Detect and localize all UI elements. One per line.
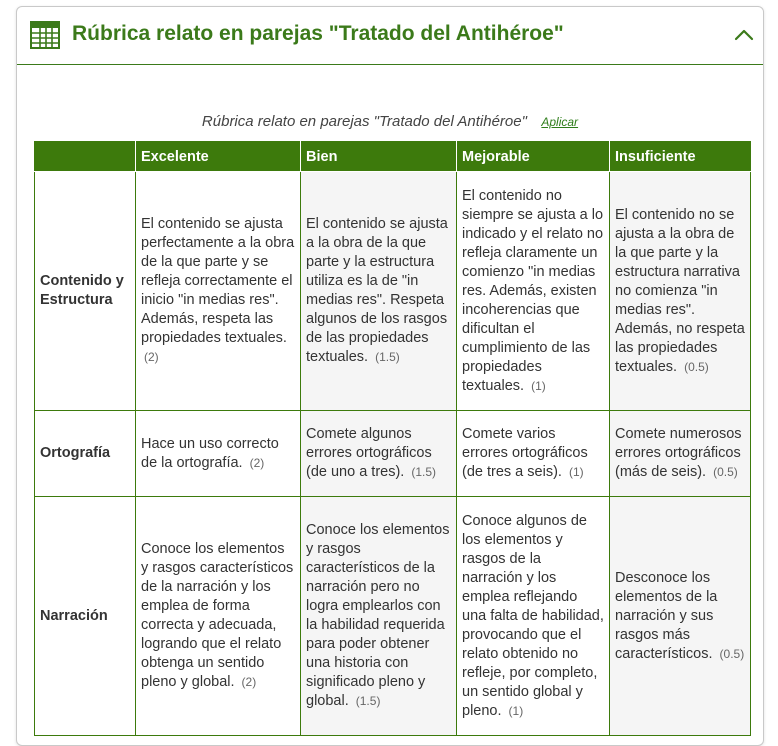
cell-text: Comete varios errores ortográficos (de tres a seis).: [462, 426, 588, 480]
cell-text: Conoce los elementos y rasgos característicos de la narración pero no logra emplearlos con la habilidad requerida para poder obtener una historia con significado pleno y global.: [306, 522, 450, 709]
rubric-cell[interactable]: [457, 497, 610, 736]
rubric-table: [34, 141, 751, 736]
rubric-cell[interactable]: [301, 411, 457, 497]
table-row: [35, 411, 751, 497]
cell-points: (2): [241, 675, 257, 689]
cell-text: Conoce los elementos y rasgos característicos de la narración y los emplea de forma correcta y adecuada, logrando que el relato obtenga un sentido pleno y global.: [141, 541, 294, 690]
rubric-cell[interactable]: [457, 411, 610, 497]
table-row: [35, 497, 751, 736]
rubric-cell[interactable]: [457, 172, 610, 411]
column-header-criterion: [35, 142, 136, 172]
column-header-mejorable: Mejorable: [457, 142, 610, 172]
chevron-up-icon[interactable]: [733, 25, 755, 45]
cell-points: (2): [144, 350, 159, 364]
column-header-excelente: Excelente: [136, 142, 301, 172]
column-header-insuficiente: Insuficiente: [610, 142, 751, 172]
cell-points: (1): [568, 465, 584, 479]
cell-text: Comete algunos errores ortográficos (de uno a tres).: [306, 426, 432, 480]
caption-text: Rúbrica relato en parejas "Tratado del Antihéroe": [201, 113, 527, 130]
cell-points: (0.5): [719, 646, 745, 661]
rubric-panel: [16, 6, 764, 746]
header-row: [35, 142, 751, 172]
cell-points: (1): [531, 378, 546, 393]
cell-points: (1.5): [355, 694, 381, 708]
rubric-cell[interactable]: [136, 497, 301, 736]
cell-points: (1): [508, 703, 524, 718]
table-caption: [17, 113, 763, 131]
table-grid-icon: [30, 21, 60, 49]
cell-text: El contenido no siempre se ajusta a lo indicado y el relato no refleja claramente un comienzo "in medias res. Además, existen incoherencias que dificultan el cumplimiento de las propiedades textuales.: [462, 187, 604, 394]
cell-text: El contenido se ajusta a la obra de la que parte y la estructura utiliza es la de "in medias res". Respeta algunos de los rasgos de las propiedades textuales.: [306, 216, 448, 365]
rubric-cell[interactable]: [610, 497, 751, 736]
rubric-cell[interactable]: [610, 172, 751, 411]
cell-points: (0.5): [684, 359, 709, 374]
table-row: [35, 172, 751, 411]
panel-header[interactable]: [17, 7, 763, 65]
apply-link[interactable]: Aplicar: [541, 115, 579, 129]
rubric-cell[interactable]: [136, 172, 301, 411]
criterion-label: Ortografía: [35, 411, 136, 497]
criterion-label: Contenido y Estructura: [35, 172, 136, 411]
rubric-cell[interactable]: [301, 497, 457, 736]
cell-text: Comete numerosos errores ortográficos (más de seis).: [615, 426, 742, 480]
cell-text: Desconoce los elementos de la narración y sus rasgos más característicos.: [615, 569, 718, 662]
cell-points: (2): [249, 455, 265, 470]
cell-text: El contenido se ajusta perfectamente a la obra de la que parte y se refleja correctamente el inicio "in medias res". Además, respeta las propiedades textuales.: [141, 216, 295, 346]
cell-text: El contenido no se ajusta a la obra de la que parte y la estructura narrativa no comienza "in medias res". Además, no respeta las propiedades textuales.: [615, 206, 745, 375]
cell-text: Conoce algunos de los elementos y rasgos de la narración y los emplea reflejando una falta de habilidad, provocando que el relato obtenido no refleje, por completo, un sentido global y pleno.: [462, 512, 604, 719]
rubric-cell[interactable]: [136, 411, 301, 497]
cell-points: (1.5): [375, 350, 400, 364]
column-header-bien: Bien: [301, 142, 457, 172]
rubric-cell[interactable]: [610, 411, 751, 497]
cell-points: (0.5): [713, 465, 738, 479]
criterion-label: Narración: [35, 497, 136, 736]
rubric-cell[interactable]: [301, 172, 457, 411]
cell-points: (1.5): [411, 465, 437, 479]
panel-title: Rúbrica relato en parejas "Tratado del Antihéroe": [72, 22, 564, 45]
cell-text: Hace un uso correcto de la ortografía.: [141, 435, 279, 471]
